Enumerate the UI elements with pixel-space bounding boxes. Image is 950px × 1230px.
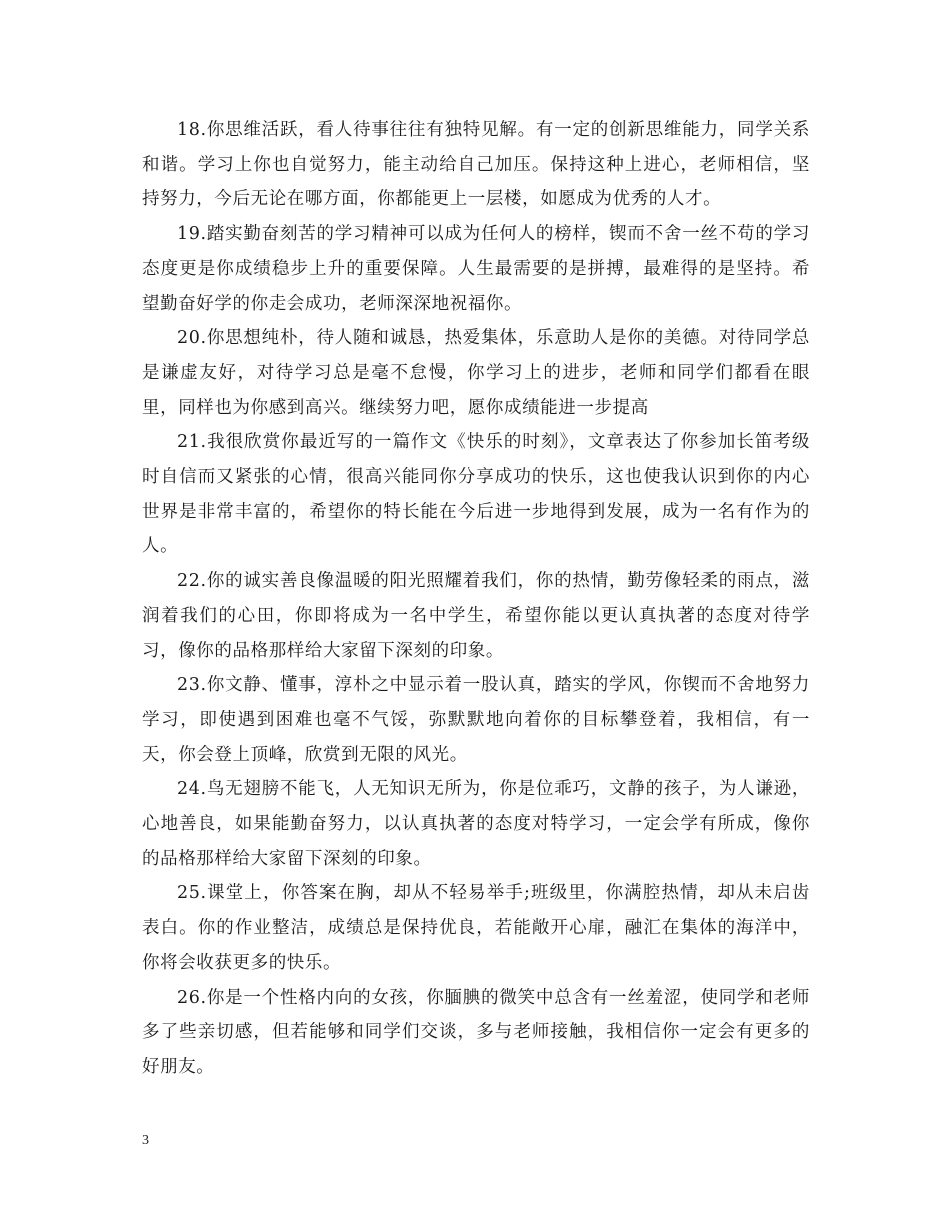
document-body (142, 113, 810, 1085)
paragraph-18: 18.你思维活跃，看人待事往往有独特见解。有一定的创新思维能力，同学关系和谐。学习上你也自觉努力，能主动给自己加压。保持这种上进心，老师相信，坚持努力，今后无论在哪方面，你都能更上一层楼，如愿成为优秀的人才。 (142, 120, 810, 210)
paragraph-25: 25.课堂上，你答案在胸，却从不轻易举手;班级里，你满腔热情，却从未启齿表白。你的作业整洁，成绩总是保持优良，若能敞开心扉，融汇在集体的海洋中，你将会收获更多的快乐。 (142, 883, 810, 973)
paragraph-22: 22.你的诚实善良像温暖的阳光照耀着我们，你的热情，勤劳像轻柔的雨点，滋润着我们的心田，你即将成为一名中学生，希望你能以更认真执著的态度对待学习，像你的品格那样给大家留下深刻的印象。 (142, 571, 810, 661)
paragraph-19: 19.踏实勤奋刻苦的学习精神可以成为任何人的榜样，锲而不舍一丝不苟的学习态度更是你成绩稳步上升的重要保障。人生最需要的是拼搏，最难得的是坚持。希望勤奋好学的你走会成功，老师深深地祝福你。 (142, 224, 810, 314)
paragraph-20: 20.你思想纯朴，待人随和诚恳，热爱集体，乐意助人是你的美德。对待同学总是谦虚友好，对待学习总是毫不怠慢，你学习上的进步，老师和同学们都看在眼里，同样也为你感到高兴。继续努力吧，愿你成绩能进一步提高 (142, 328, 810, 418)
paragraph-23: 23.你文静、懂事，淳朴之中显示着一股认真，踏实的学风，你锲而不舍地努力学习，即使遇到困难也毫不气馁，弥默默地向着你的目标攀登着，我相信，有一天，你会登上顶峰，欣赏到无限的风光。 (142, 675, 810, 765)
paragraph-21: 21.我很欣赏你最近写的一篇作文《快乐的时刻》，文章表达了你参加长笛考级时自信而又紧张的心情，很高兴能同你分享成功的快乐，这也使我认识到你的内心世界是非常丰富的，希望你的特长能在今后进一步地得到发展，成为一名有作为的人。 (142, 432, 810, 557)
paragraph-24: 24.鸟无翅膀不能飞，人无知识无所为，你是位乖巧，文静的孩子，为人谦逊，心地善良，如果能勤奋努力，以认真执著的态度对特学习，一定会学有所成，像你的品格那样给大家留下深刻的印象。 (142, 779, 810, 869)
page-number: 3 (142, 1133, 149, 1148)
paragraph-26: 26.你是一个性格内向的女孩，你腼腆的微笑中总含有一丝羞涩，使同学和老师多了些亲切感，但若能够和同学们交谈，多与老师接触，我相信你一定会有更多的好朋友。 (142, 987, 810, 1077)
